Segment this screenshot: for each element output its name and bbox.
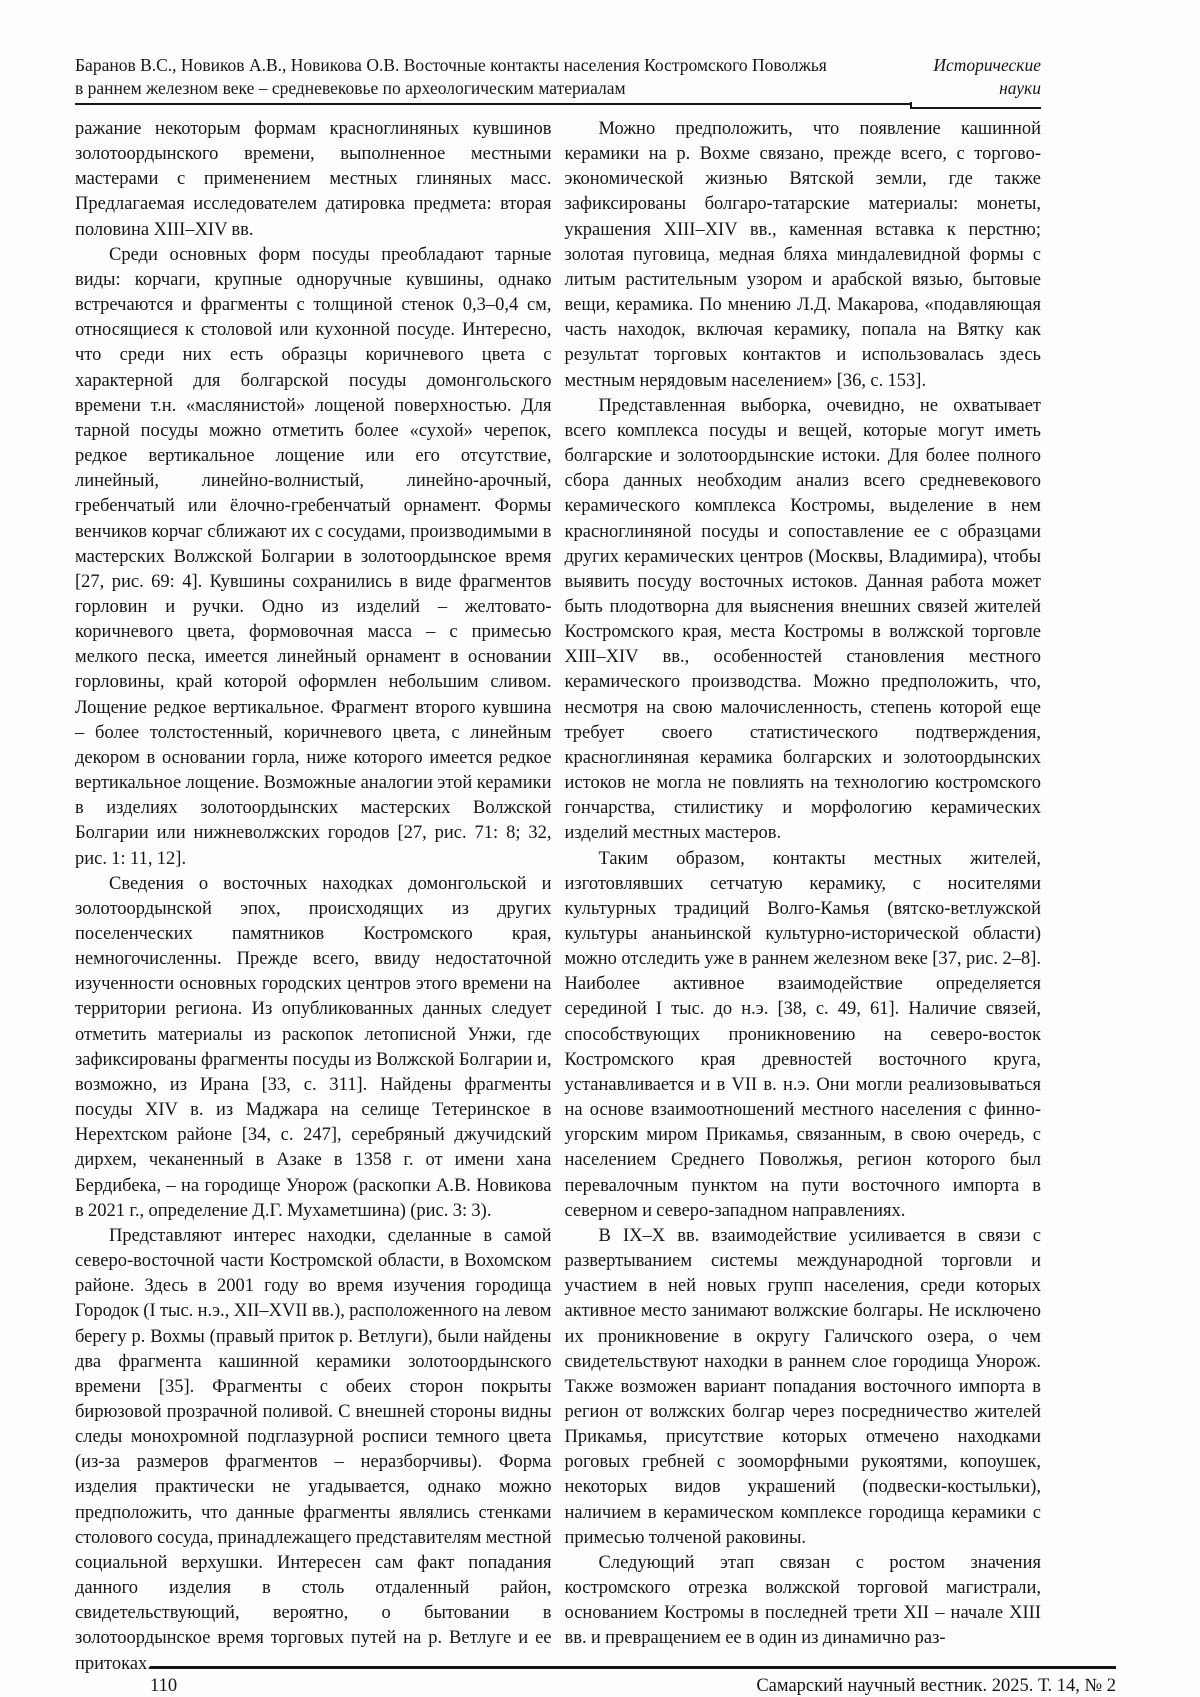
page-header bbox=[75, 54, 1041, 108]
paragraph: Следующий этап связан с ростом значения костромского отрезка волжской торговой магистрали, основанием Костромы в последней трети XII – начале XIII вв. и превращением ее в один из динамично раз- bbox=[564, 1552, 1041, 1649]
paragraph: Таким образом, контакты местных жителей, изготовлявших сетчатую керамику, с носителями культурных традиций Волго-Камья (вятско-ветлужской культуры ананьинской культурно-исторической области) можно отследить уже в раннем железном веке [37, рис. 2–8]. Наиболее активное взаимодействие определяется серединой I тыс. до н.э. [38, с. 49, 61]. Наличие связей, способствующих проникновению на северо-восток Костромского края древностей восточного круга, устанавливается и в VII в. н.э. Они могли реализовываться на основе взаимоотношений местного населения с финно-угорским миром Прикамья, связанным, в свою очередь, с населением Среднего Поволжья, регион которого был перевалочным пунктом на пути восточного импорта в северном и северо-западном направлениях. bbox=[564, 848, 1041, 1221]
paragraph: Среди основных форм посуды преобладают тарные виды: корчаги, крупные одноручные кувшины, однако встречаются и фрагменты с толщиной стенок 0,3–0,4 см, относящиеся к столовой или кухонной посуде. Интересно, что среди них есть образцы коричневого цвета с характерной для болгарской посуды домонгольского времени т.н. «маслянистой» лощеной поверхностью. Для тарной посуды можно отметить более «сухой» черепок, редкое вертикальное лощение или его отсутствие, линейный, линейно-волнистый, линейно-арочный, гребенчатый или ёлочно-гребенчатый орнамент. Формы венчиков корчаг сближают их с сосудами, производимыми в мастерских Волжской Болгарии в золотоордынское время [27, рис. 69: 4]. Кувшины сохранились в виде фрагментов горловин и ручки. Одно из изделий – желтовато-коричневого цвета, формовочная масса – с примесью мелкого песка, имеется линейный орнамент в основании горловины, край которой оформлен небольшим сливом. Лощение редкое вертикальное. Фрагмент второго кувшина – более толстостенный, коричневого цвета, с линейным декором в основании горла, ниже которого имеется редкое вертикальное лощение. Возможные аналогии этой керамики в изделиях золотоордынских мастерских Волжской Болгарии или нижневолжских городов [27, рис. 71: 8; 32, рис. 1: 11, 12]. bbox=[75, 244, 552, 869]
journal-reference: Самарский научный вестник. 2025. Т. 14, № 2 bbox=[756, 1676, 1116, 1696]
section-name-line1: Исторические bbox=[933, 55, 1041, 75]
running-title-line2: в раннем железном веке – средневековье по археологическим материалам bbox=[75, 78, 626, 98]
page-number: 110 bbox=[150, 1676, 178, 1696]
section-name-line2: науки bbox=[999, 78, 1041, 98]
section-name bbox=[933, 54, 1041, 100]
header-rule-right bbox=[911, 107, 1041, 110]
page-footer bbox=[150, 1666, 1116, 1697]
paragraph: Представленная выборка, очевидно, не охватывает всего комплекса посуды и вещей, которые могут иметь болгарские и золотоордынские истоки. Для более полного сбора данных необходим анализ всего средневекового керамического комплекса Костромы, выделение в нем красноглиняной посуды и сопоставление ее с образцами других керамических центров (Москвы, Владимира), чтобы выявить посуду восточных истоков. Данная работа может быть плодотворна для выяснения внешних связей жителей Костромского края, места Костромы в волжской торговле XIII–XIV вв., особенностей становления местного керамического производства. Можно предположить, что, несмотря на свою малочисленность, степень которой еще требует своего статистического подтверждения, красноглиняная керамика болгарских и золотоордынских истоков не могла не повлиять на технологию костромского гончарства, стилистику и морфологию керамических изделий местных мастеров. bbox=[564, 395, 1041, 844]
running-title bbox=[75, 54, 827, 100]
page-content bbox=[75, 54, 1116, 1696]
paragraph: Представляют интерес находки, сделанные в самой северо-восточной части Костромской области, в Вохомском районе. Здесь в 2001 году во время изучения городища Городок (I тыс. н.э., XII–XVII вв.), расположенного на левом берегу р. Вохмы (правый приток р. Ветлуги), были найдены два фрагмента кашинной керамики золотоордынского времени [35]. Фрагменты с обеих сторон покрыты бирюзовой прозрачной поливой. С внешней стороны видны следы монохромной подглазурной росписи темного цвета (из-за размеров фрагментов – неразборчивы). Форма изделия практически не угадывается, однако можно предположить, что данные фрагменты являлись стенками столового сосуда, принадлежащего представителям местной социальной верхушки. Интересен сам факт попадания данного изделия в столь отдаленный район, свидетельствующий, вероятно, о бытовании в золотоордынское время торговых путей на р. Ветлуге и ее притоках. bbox=[75, 1225, 552, 1674]
paragraph: В IX–X вв. взаимодействие усиливается в связи с развертыванием системы международной торговли и участием в ней новых групп населения, среди которых активное место занимают волжские болгары. Не исключено их проникновение в округу Галичского озера, о чем свидетельствуют находки в раннем слое городища Унорож. Также возможен вариант попадания восточного импорта в регион от волжских болгар через посредничество жителей Прикамья, присутствие которых отмечено находками роговых гребней с зооморфными рукоятями, копоушек, некоторых видов украшений (подвески-костыльки), наличием в керамическом комплексе городища керамики с примесью толченой раковины. bbox=[564, 1225, 1041, 1548]
paragraph: Сведения о восточных находках домонгольской и золотоордынской эпох, происходящих из других поселенческих памятников Костромского края, немногочисленны. Прежде всего, ввиду недостаточной изученности основных городских центров этого времени на территории региона. Из опубликованных данных следует отметить материалы из раскопок летописной Унжи, где зафиксированы фрагменты посуды из Волжской Болгарии и, возможно, из Ирана [33, с. 311]. Найдены фрагменты посуды XIV в. из Маджара на селище Тетеринское в Нерехтском районе [34, с. 247], серебряный джучидский дирхем, чеканенный в Азаке в 1358 г. от имени хана Бердибека, – на городище Унорож (раскопки А.В. Новикова в 2021 г., определение Д.Г. Мухаметшина) (рис. 3: 3). bbox=[75, 873, 552, 1221]
left-column bbox=[75, 117, 552, 1674]
paragraph: Можно предположить, что появление кашинной керамики на р. Вохме связано, прежде всего, с торгово-экономической жизнью Вятской земли, где также зафиксированы болгаро-татарские материалы: монеты, украшения XIII–XIV вв., каменная вставка к перстню; золотая пуговица, медная бляха миндалевидной формы с литым растительным узором и арабской вязью, бытовые вещи, керамика. По мнению Л.Д. Макарова, «подавляющая часть находок, включая керамику, попала на Вятку как результат торговых контактов и использовалась здесь местным нерядовым населением» [36, с. 153]. bbox=[564, 119, 1041, 391]
paragraph-continuation: ражание некоторым формам красноглиняных кувшинов золотоордынского времени, выполненное местными мастерами с применением местных глиняных масс. Предлагаемая исследователем датировка предмета: вторая половина XIII–XIV вв. bbox=[75, 119, 552, 240]
running-title-line1: Баранов В.С., Новиков А.В., Новикова О.В. Восточные контакты населения Костромского Поволжья bbox=[75, 55, 827, 75]
article-body bbox=[75, 117, 1041, 1674]
right-column bbox=[564, 117, 1042, 1649]
header-rule-left bbox=[75, 103, 911, 106]
